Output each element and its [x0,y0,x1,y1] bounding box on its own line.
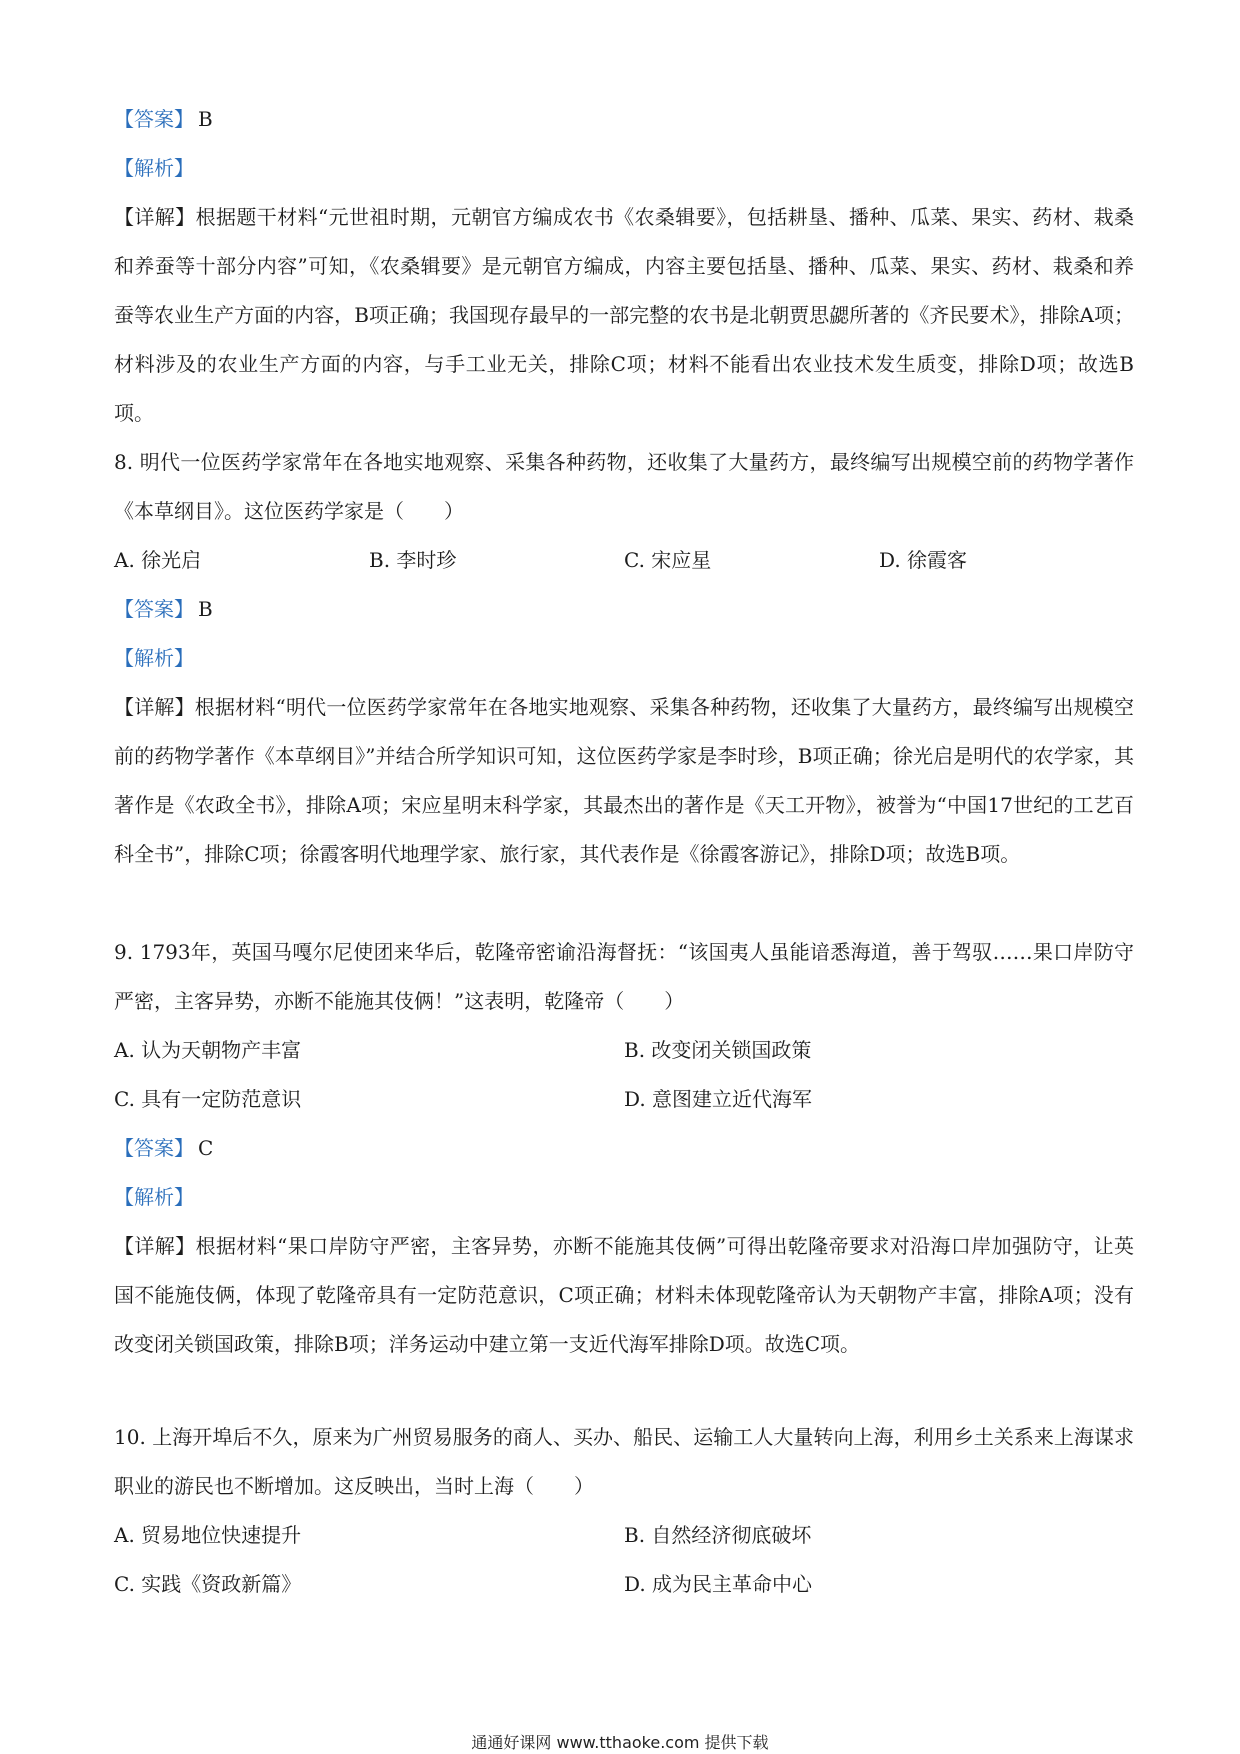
q7-answer-value: B [198,107,213,131]
q8-analysis-label: 【解析】 [114,646,194,670]
q10-stem: 10. 上海开埠后不久，原来为广州贸易服务的商人、买办、船民、运输工人大量转向上海，利用乡土关系来上海谋求职业的游民也不断增加。这反映出，当时上海（ ） [114,1425,1134,1498]
q9-detail-text: 根据材料“果口岸防守严密，主客异势，亦断不能施其伎俩”可得出乾隆帝要求对沿海口岸加强防守，让英国不能施伎俩，体现了乾隆帝具有一定防范意识，C项正确；材料未体现乾隆帝认为天朝物产丰富，排除A项；没有改变闭关锁国政策，排除B项；洋务运动中建立第一支近代海军排除D项。故选C项。 [114,1234,1135,1356]
q8-detail-text: 根据材料“明代一位医药学家常年在各地实地观察、采集各种药物，还收集了大量药方，最终编写出规模空前的药物学著作《本草纲目》”并结合所学知识可知，这位医药学家是李时珍，B项正确；徐光启是明代的农学家，其著作是《农政全书》，排除A项；宋应星明末科学家，其最杰出的著作是《天工开物》，被誉为“中国17世纪的工艺百科全书”，排除C项；徐霞客明代地理学家、旅行家，其代表作是《徐霞客游记》，排除D项；故选B项。 [114,695,1134,866]
q8-answer: 【答案】 B [114,597,213,621]
q9-option-a: A. 认为天朝物产丰富 [114,1038,302,1062]
q8-stem: 8. 明代一位医药学家常年在各地实地观察、采集各种药物，还收集了大量药方，最终编写出规模空前的药物学著作《本草纲目》。这位医药学家是（ ） [114,450,1134,523]
q9-option-b: B. 改变闭关锁国政策 [624,1038,812,1062]
q7-detail [114,193,1134,438]
q9-option-d: D. 意图建立近代海军 [624,1087,813,1111]
q10-options-row2 [114,1560,1134,1609]
q8-answer-value: B [198,597,213,621]
q10-option-b: B. 自然经济彻底破坏 [624,1523,812,1547]
q8-option-a: A. 徐光启 [114,548,202,572]
q10-option-c: C. 实践《资政新篇》 [114,1572,302,1596]
q10-option-a: A. 贸易地位快速提升 [114,1523,302,1547]
q7-answer [114,95,1134,144]
q9-analysis-label: 【解析】 [114,1185,194,1209]
q9-detail: 【详解】根据材料“果口岸防守严密，主客异势，亦断不能施其伎俩”可得出乾隆帝要求对沿海口岸加强防守，让英国不能施伎俩，体现了乾隆帝具有一定防范意识，C项正确；材料未体现乾隆帝认为天朝物产丰富，排除A项；没有改变闭关锁国政策，排除B项；洋务运动中建立第一支近代海军排除D项。故选C项。 [114,1234,1135,1356]
q10-option-d: D. 成为民主革命中心 [624,1572,813,1596]
q9-answer: 【答案】 C [114,1136,214,1160]
q7-analysis-label: 【解析】 [114,156,194,180]
q8-option-b: B. 李时珍 [369,548,457,572]
answer-label: 【答案】 [114,107,194,131]
q8-option-c: C. 宋应星 [624,548,712,572]
q9-stem: 9. 1793年，英国马嘎尔尼使团来华后，乾隆帝密谕沿海督抚：“该国夷人虽能谙悉海道，善于驾驭……果口岸防守严密，主客异势，亦断不能施其伎俩！”这表明，乾隆帝（ ） [114,940,1134,1013]
page-footer: 通通好课网 www.tthaoke.com 提供下载 [471,1733,769,1752]
q9-option-c: C. 具有一定防范意识 [114,1087,302,1111]
q8-option-d: D. 徐霞客 [879,548,968,572]
q10-options-row1 [114,1511,1134,1560]
q9-answer-value: C [198,1136,214,1160]
q8-options [114,536,1134,585]
q9-options-row2 [114,1075,1134,1124]
detail-label: 【详解】 [114,205,196,229]
q8-detail: 【详解】根据材料“明代一位医药学家常年在各地实地观察、采集各种药物，还收集了大量药方，最终编写出规模空前的药物学著作《本草纲目》”并结合所学知识可知，这位医药学家是李时珍，B项正确；徐光启是明代的农学家，其著作是《农政全书》，排除A项；宋应星明末科学家，其最杰出的著作是《天工开物》，被誉为“中国17世纪的工艺百科全书”，排除C项；徐霞客明代地理学家、旅行家，其代表作是《徐霞客游记》，排除D项；故选B项。 [114,695,1134,866]
q9-options-row1 [114,1026,1134,1075]
q7-detail-text: 根据题干材料“元世祖时期，元朝官方编成农书《农桑辑要》，包括耕垦、播种、瓜菜、果实、药材、栽桑和养蚕等十部分内容”可知，《农桑辑要》是元朝官方编成，内容主要包括垦、播种、瓜菜、果实、药材、栽桑和养蚕等农业生产方面的内容，B项正确；我国现存最早的一部完整的农书是北朝贾思勰所著的《齐民要术》，排除A项；材料涉及的农业生产方面的内容，与手工业无关，排除C项；材料不能看出农业技术发生质变，排除D项；故选B项。 [114,205,1135,425]
